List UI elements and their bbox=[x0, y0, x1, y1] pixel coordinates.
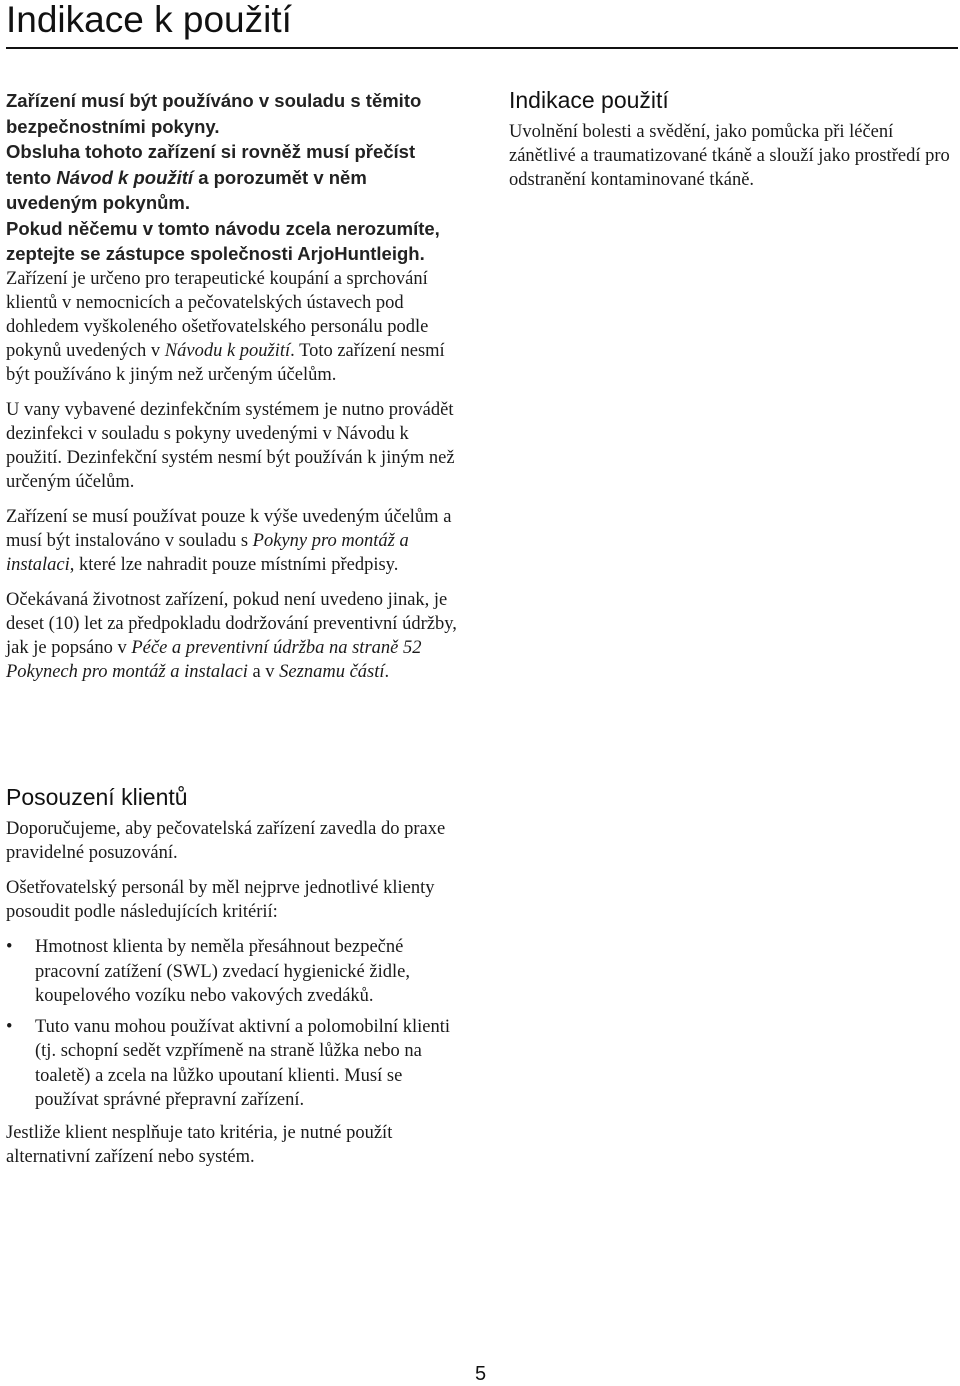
manual-reference: Návodu k použití bbox=[164, 340, 291, 361]
criteria-list bbox=[6, 935, 458, 1113]
body-text: , které lze nahradit pouze místními předpisy. bbox=[69, 554, 399, 575]
safety-warning-block bbox=[6, 88, 458, 267]
assessment-paragraph-3: Jestliže klient nesplňuje tato kritéria, je nutné použít alternativní zařízení nebo systém. bbox=[6, 1122, 393, 1167]
assessment-paragraph-1: Doporučujeme, aby pečovatelská zařízení zavedla do praxe pravidelné posuzování. bbox=[6, 819, 446, 863]
disinfection-paragraph: U vany vybavené dezinfekčním systémem je nutno provádět dezinfekci v souladu s pokyny uvedenými v Návodu k použití. Dezinfekční systém nesmí být používán k jiným než určeným účelům. bbox=[6, 399, 455, 492]
left-column bbox=[6, 88, 458, 695]
service-life-paragraph bbox=[6, 588, 458, 684]
assessment-paragraph-2: Ošetřovatelský personál by měl nejprve jednotlivé klienty posoudit podle následujících kritérií: bbox=[6, 878, 435, 922]
warning-paragraph-3: Pokud něčemu v tomto návodu zcela nerozumíte, zeptejte se zástupce společnosti ArjoHuntleigh. bbox=[6, 217, 440, 264]
page-number: 5 bbox=[475, 1363, 487, 1385]
manual-reference: Návod k použití bbox=[56, 166, 194, 188]
patient-assessment-section bbox=[6, 783, 458, 1180]
criterion-text: Hmotnost klienta by neměla přesáhnout bezpečné pracovní zatížení (SWL) zvedací hygienické židle, koupelového vozíku nebo vakových zvedáků. bbox=[35, 937, 410, 1006]
bullet-icon: • bbox=[6, 1016, 13, 1037]
body-text: . bbox=[384, 661, 390, 682]
page-title: Indikace k použití bbox=[6, 0, 292, 40]
list-item bbox=[6, 935, 458, 1009]
installation-paragraph bbox=[6, 505, 458, 577]
parts-list-reference: Seznamu částí bbox=[279, 661, 385, 682]
bullet-icon: • bbox=[6, 937, 13, 957]
warning-paragraph-1: Zařízení musí být používáno v souladu s těmito bezpečnostními pokyny. bbox=[6, 90, 422, 137]
title-divider bbox=[6, 47, 958, 49]
list-item bbox=[6, 1015, 458, 1113]
warning-paragraph-2 bbox=[6, 139, 458, 216]
criterion-text: Tuto vanu mohou používat aktivní a polomobilní klienti (tj. schopní sedět vzpřímeně na straně lůžka nebo na toaletě) a zcela na lůžko upoutaní klienti. Musí se používat správné přepravní zařízení. bbox=[35, 1016, 451, 1110]
indications-paragraph: Uvolnění bolesti a svědění, jako pomůcka při léčení zánětlivé a traumatizované tkáně a slouží jako prostředí pro odstranění kontaminované tkáně. bbox=[509, 122, 950, 190]
maintenance-reference: Péče a preventivní údržba na straně 52 Pokynech pro montáž a instalaci bbox=[6, 637, 422, 682]
body-text: a v bbox=[247, 661, 280, 682]
body-text: Zařízení je určeno pro terapeutické koupání a sprchování klientů v nemocnicích a pečovatelských ústavech pod dohledem vyškoleného ošetřovatelského personálu podle pokynů uvedených v bbox=[6, 268, 429, 361]
intended-use-paragraph bbox=[6, 267, 458, 387]
warning-text: a porozumět v něm uvedeným pokynům. bbox=[6, 166, 367, 213]
right-column bbox=[509, 86, 959, 203]
warning-text: Obsluha tohoto zařízení si rovněž musí přečíst tento bbox=[6, 141, 416, 188]
body-text: Očekávaná životnost zařízení, pokud není uvedeno jinak, je deset (10) let za předpokladu dodržování preventivní údržby, jak je popsáno v bbox=[6, 589, 457, 658]
assessment-heading: Posouzení klientů bbox=[6, 784, 188, 810]
body-text: . Toto zařízení nesmí být používáno k jiným než určeným účelům. bbox=[6, 340, 445, 385]
installation-guide-reference: Pokyny pro montáž a instalaci bbox=[6, 530, 409, 575]
indications-heading: Indikace použití bbox=[509, 87, 669, 113]
body-text: Zařízení se musí používat pouze k výše uvedeným účelům a musí být instalováno v souladu s bbox=[6, 506, 452, 551]
